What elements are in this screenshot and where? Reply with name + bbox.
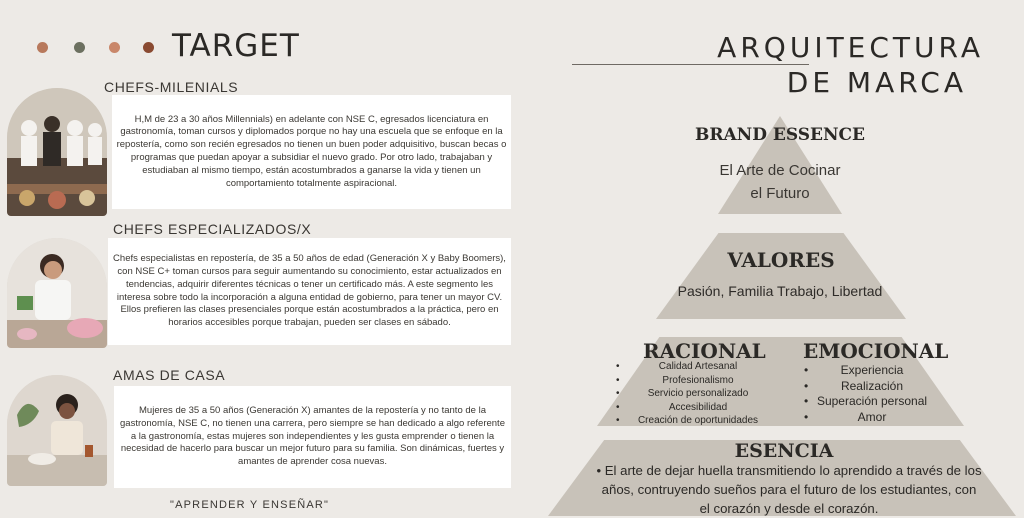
racional-item: • Profesionalismo xyxy=(628,374,768,388)
segment-description-text: Chefs especialistas en repostería, de 35 a 50 años de edad (Generación X y Baby Boomers), con NSE C+ toman cursos para seguir aumentando su conocimiento, estar actualizados en tendencias, adquirir diferentes técnicas o tener un certificado más. A este segmento les interesa sobre todo la incorporación a alguna entidad de gobierno, para tener un mayor CV. Ellos prefieren las clases presenciales porque están acostumbrados a la práctica, pero en horarios accesibles porque trabajan, pueden ser clases en sábado. xyxy=(113,253,506,329)
title-divider xyxy=(572,64,809,65)
decor-dot-2 xyxy=(74,42,85,53)
segment-title-amas-de-casa: AMAS DE CASA xyxy=(113,367,226,383)
chefs-group-photo xyxy=(7,88,107,216)
emocional-item: • Amor xyxy=(816,410,928,426)
segment-description-chefs-milenials xyxy=(112,95,511,209)
home-baker-photo xyxy=(7,375,107,486)
decor-dot-1 xyxy=(37,42,48,53)
racional-title: RACIONAL xyxy=(643,339,766,363)
racional-item: • Accesibilidad xyxy=(628,401,768,415)
emocional-item: • Experiencia xyxy=(816,363,928,379)
emocional-item: • Superación personal xyxy=(816,394,928,410)
emocional-title: EMOCIONAL xyxy=(803,339,949,363)
quote-aprender-ensenar: "APRENDER Y ENSEÑAR" xyxy=(170,499,330,511)
esencia-text-content: El arte de dejar huella transmitiendo lo aprendido a través de los años, contruyendo sueños para el futuro de los estudiantes, con el corazón y desde el corazón. xyxy=(601,463,982,516)
racional-item: • Creación de oportunidades xyxy=(628,414,768,428)
segment-title-chefs-especializados: CHEFS ESPECIALIZADOS/X xyxy=(113,221,312,237)
brand-essence-title: BRAND ESSENCE xyxy=(694,125,865,145)
target-title: TARGET xyxy=(172,28,300,64)
esencia-bullet: • xyxy=(596,463,605,478)
brand-essence-line2: el Futuro xyxy=(750,185,810,202)
decor-dot-3 xyxy=(109,42,120,53)
segment-description-chefs-especializados xyxy=(108,238,511,345)
arquitectura-title-line2: DE MARCA xyxy=(786,66,967,99)
valores-text: Pasión, Familia Trabajo, Libertad xyxy=(677,283,883,299)
segment-description-amas-de-casa xyxy=(114,386,511,488)
arquitectura-title-line1: ARQUITECTURA xyxy=(717,31,984,64)
pastry-chef-photo xyxy=(7,238,107,348)
racional-item: • Servicio personalizado xyxy=(628,387,768,401)
emocional-list xyxy=(816,363,928,425)
racional-item: • Calidad Artesanal xyxy=(628,360,768,374)
emocional-item: • Realización xyxy=(816,379,928,395)
decor-dot-4 xyxy=(143,42,154,53)
pyramid-tier-valores xyxy=(656,233,906,319)
brand-essence-line1: El Arte de Cocinar xyxy=(719,162,841,179)
racional-list xyxy=(628,360,768,428)
esencia-title: ESENCIA xyxy=(734,440,834,462)
segment-description-text: Mujeres de 35 a 50 años (Generación X) amantes de la repostería y no tanto de la gastronomía, NSE C, no tienen una carrera, pero siempre se han dedicado a algo referente a la gastronomía, estas mujeres son independientes y les gusta emprender o tienen la necesidad de hacerlo para buscar un mejor futuro para su familia. Son dinámicas, fuertes y amantes de aprender cosa nuevas. xyxy=(120,405,505,468)
valores-title: VALORES xyxy=(727,248,835,272)
segment-title-chefs-milenials: CHEFS-MILENIALS xyxy=(104,79,239,95)
segment-description-text: H,M de 23 a 30 años Millennials) en adelante con NSE C, egresados licenciatura en gastronomía, toman cursos y diplomados porque no hay una escuela que se enfoque en la repostería, como son recién egresados no tienen un buen poder adquisitivo, buscan becas o programas que puedan apoyar a subsidiar el nuevo grado. Por otro lado, trabajaban y estudiaban al mismo tiempo, están acostumbrados a ganarse la vida y tienen un comportamiento totalmente aspiracional. xyxy=(116,113,507,189)
esencia-text xyxy=(596,461,982,518)
